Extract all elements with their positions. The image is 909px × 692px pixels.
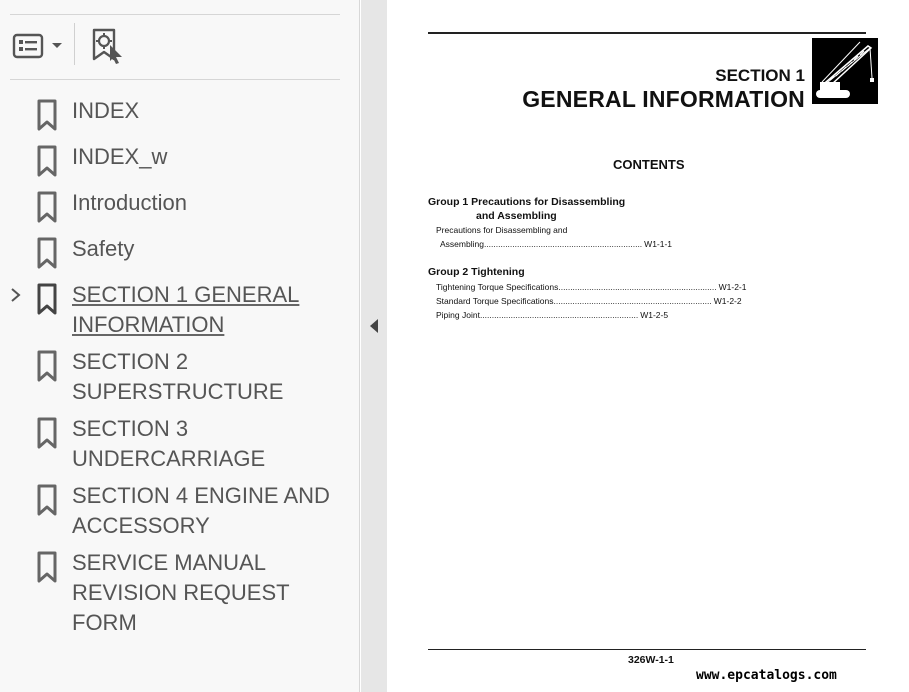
group-1-title-line1: Group 1 Precautions for Disassembling (428, 196, 626, 208)
toc-entry-title: Tightening Torque Specifications (436, 282, 559, 292)
group-1-title (428, 195, 625, 223)
toc-entry-title: Standard Torque Specifications (436, 296, 554, 306)
chevron-right-icon[interactable] (8, 288, 22, 302)
bookmark-icon (37, 146, 57, 176)
bookmark-icon (37, 192, 57, 222)
toc-entry-page: W1-2-2 (713, 296, 742, 306)
toc-leader: ................................................................... (553, 296, 712, 306)
bookmark-label: SECTION 3 UNDERCARRIAGE (72, 416, 266, 471)
bottom-rule (428, 649, 866, 650)
top-rule (428, 32, 866, 34)
toc-leader: ................................................................... (479, 310, 639, 320)
group-1-title-line2: and Assembling (476, 210, 557, 222)
toc-leader: ................................................................... (558, 282, 717, 292)
find-bookmark-button[interactable] (90, 27, 126, 65)
bookmark-label: SECTION 4 ENGINE AND ACCESSORY (72, 483, 330, 538)
list-options-icon (12, 33, 44, 59)
bookmark-icon (37, 552, 57, 582)
toc-entry-title: Assembling (440, 239, 484, 249)
bookmark-label: SERVICE MANUAL REVISION REQUEST FORM (72, 550, 290, 635)
contents-heading: CONTENTS (613, 157, 685, 172)
bookmark-icon (37, 284, 57, 314)
toc-entry-title: Precautions for Disassembling and (436, 225, 568, 235)
bookmark-label: SECTION 1 GENERAL INFORMATION (72, 282, 300, 337)
toc-entry-page: W1-1-1 (644, 239, 673, 249)
bookmark-icon (37, 100, 57, 130)
toc-entry[interactable] (436, 295, 742, 307)
toolbar-divider (74, 23, 75, 65)
bookmark-options-button[interactable] (12, 29, 68, 63)
group-2-title: Group 2 Tightening (428, 266, 525, 278)
toc-entry[interactable] (436, 309, 669, 321)
bookmark-label: SECTION 2 SUPERSTRUCTURE (72, 349, 284, 404)
bookmark-label: Safety (72, 236, 135, 261)
toc-entry-page: W1-2-5 (640, 310, 669, 320)
bookmarks-panel (0, 0, 360, 692)
page-footer-code: 326W-1-1 (628, 654, 674, 666)
bookmark-icon (37, 351, 57, 381)
triangle-left-icon (369, 318, 379, 334)
chevron-down-icon (50, 41, 64, 51)
find-bookmark-icon (90, 27, 126, 65)
toc-entry[interactable] (436, 281, 747, 293)
bookmark-icon (37, 418, 57, 448)
bookmarks-toolbar (10, 14, 340, 80)
watermark: www.epcatalogs.com (696, 668, 837, 683)
bookmark-label: INDEX (72, 98, 140, 123)
toc-leader: ................................................................... (483, 239, 643, 249)
document-page (388, 0, 909, 692)
bookmark-label: INDEX_w (72, 144, 168, 169)
section-number: SECTION 1 (715, 66, 805, 85)
section-title: GENERAL INFORMATION (522, 86, 805, 112)
collapse-panel-button[interactable] (361, 0, 387, 692)
toc-entry-page: W1-2-1 (718, 282, 747, 292)
bookmark-icon (37, 485, 57, 515)
toc-entry-title: Piping Joint (436, 310, 480, 320)
crawler-crane-icon (812, 38, 878, 104)
toc-entry[interactable] (440, 238, 673, 250)
bookmark-label: Introduction (72, 190, 187, 215)
bookmark-icon (37, 238, 57, 268)
toc-entry-line[interactable] (436, 224, 638, 236)
